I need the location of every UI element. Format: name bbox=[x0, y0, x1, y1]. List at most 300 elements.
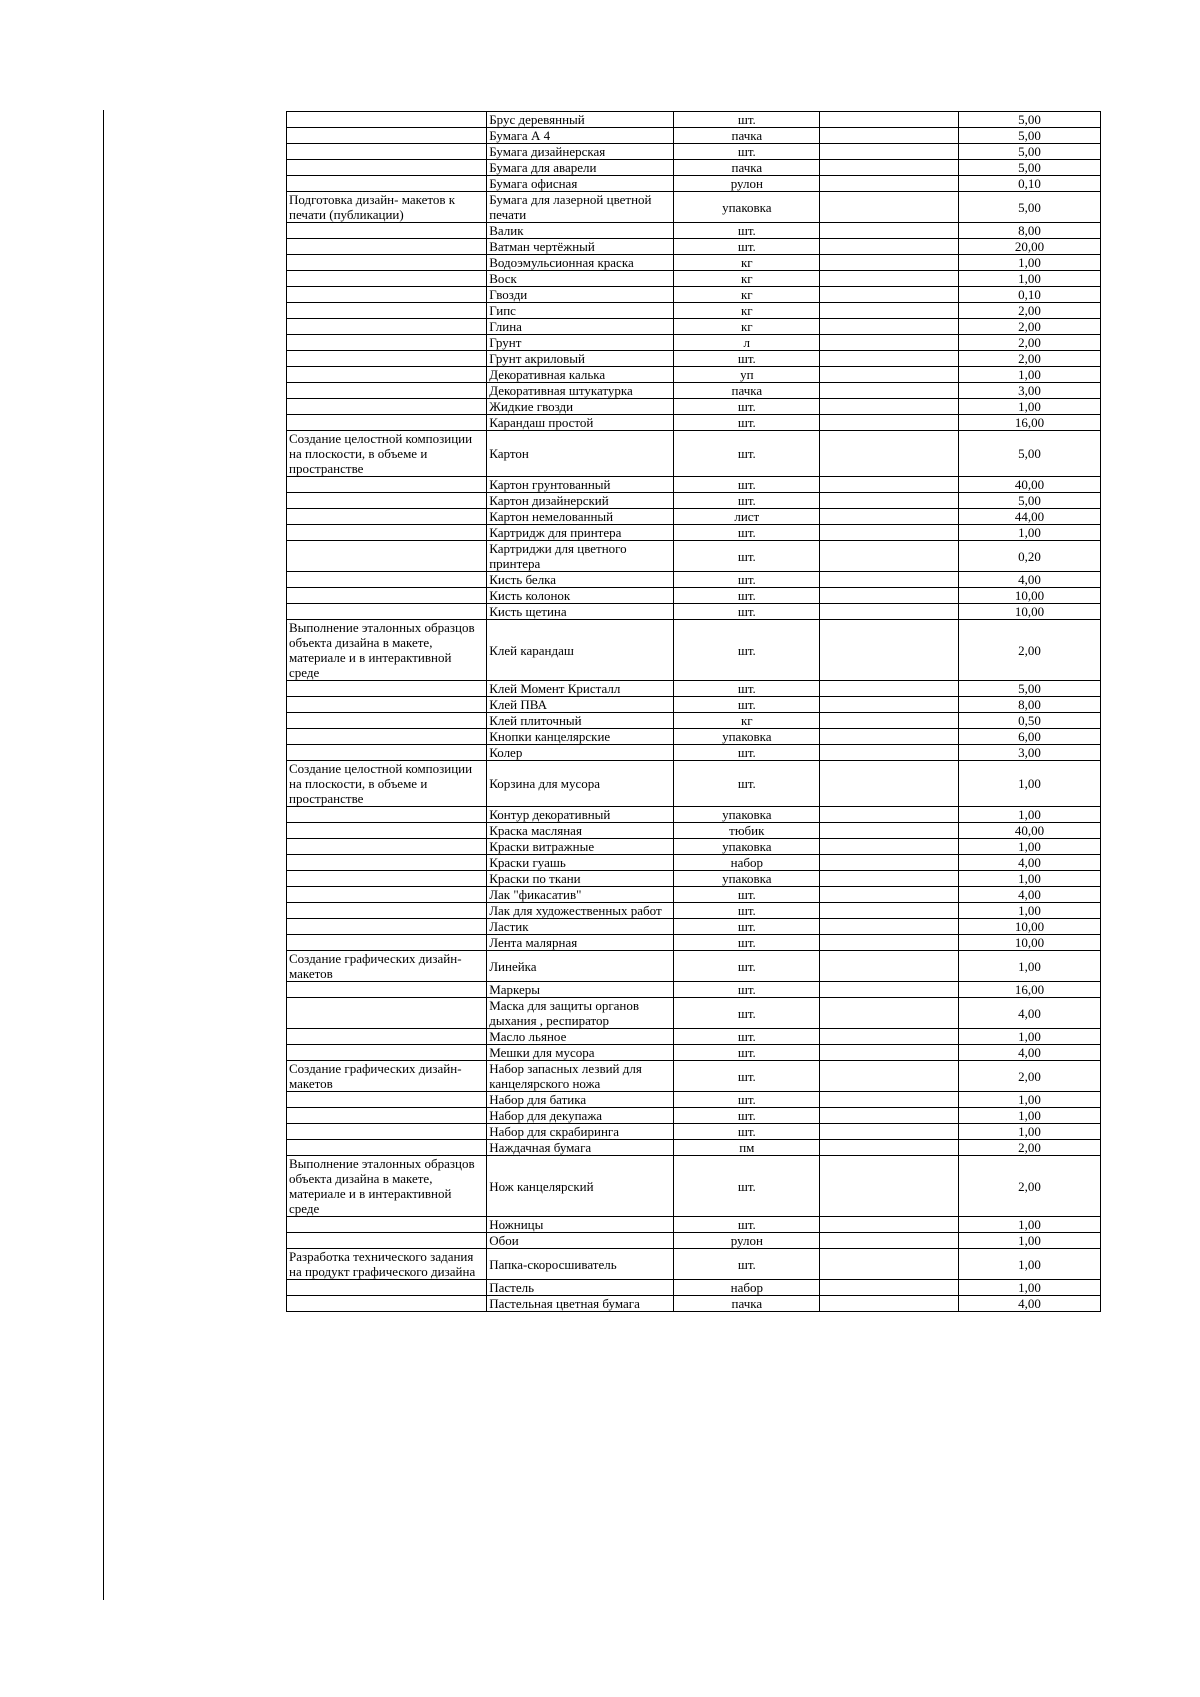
activity-cell bbox=[287, 415, 487, 431]
activity-cell bbox=[287, 745, 487, 761]
material-name-cell: Пастель bbox=[487, 1280, 674, 1296]
table-row bbox=[287, 303, 1101, 319]
empty-cell bbox=[820, 160, 959, 176]
table-row bbox=[287, 572, 1101, 588]
empty-cell bbox=[820, 823, 959, 839]
empty-cell bbox=[820, 1045, 959, 1061]
left-margin-rule bbox=[103, 110, 104, 1600]
table-row bbox=[287, 729, 1101, 745]
material-name-cell: Масло льяное bbox=[487, 1029, 674, 1045]
unit-cell: шт. bbox=[674, 351, 820, 367]
material-name-cell: Бумага А 4 bbox=[487, 128, 674, 144]
unit-cell: шт. bbox=[674, 887, 820, 903]
unit-cell: шт. bbox=[674, 761, 820, 807]
table-row bbox=[287, 431, 1101, 477]
quantity-cell: 0,20 bbox=[959, 541, 1101, 572]
empty-cell bbox=[820, 729, 959, 745]
table-row bbox=[287, 1296, 1101, 1312]
material-name-cell: Набор для скрабиринга bbox=[487, 1124, 674, 1140]
table-row bbox=[287, 367, 1101, 383]
quantity-cell: 5,00 bbox=[959, 493, 1101, 509]
empty-cell bbox=[820, 271, 959, 287]
quantity-cell: 1,00 bbox=[959, 761, 1101, 807]
quantity-cell: 4,00 bbox=[959, 998, 1101, 1029]
quantity-cell: 44,00 bbox=[959, 509, 1101, 525]
quantity-cell: 8,00 bbox=[959, 697, 1101, 713]
quantity-cell: 5,00 bbox=[959, 431, 1101, 477]
material-name-cell: Кнопки канцелярские bbox=[487, 729, 674, 745]
materials-table-body bbox=[287, 112, 1101, 1312]
quantity-cell: 5,00 bbox=[959, 681, 1101, 697]
activity-cell bbox=[287, 1029, 487, 1045]
empty-cell bbox=[820, 1296, 959, 1312]
unit-cell: кг bbox=[674, 713, 820, 729]
activity-cell: Создание целостной композиции на плоскости, в объеме и пространстве bbox=[287, 761, 487, 807]
quantity-cell: 1,00 bbox=[959, 1029, 1101, 1045]
unit-cell: кг bbox=[674, 255, 820, 271]
table-row bbox=[287, 1156, 1101, 1217]
empty-cell bbox=[820, 541, 959, 572]
material-name-cell: Картон bbox=[487, 431, 674, 477]
activity-cell bbox=[287, 176, 487, 192]
quantity-cell: 0,10 bbox=[959, 176, 1101, 192]
table-row bbox=[287, 887, 1101, 903]
table-row bbox=[287, 1140, 1101, 1156]
table-row bbox=[287, 112, 1101, 128]
material-name-cell: Маска для защиты органов дыхания , респиратор bbox=[487, 998, 674, 1029]
activity-cell bbox=[287, 604, 487, 620]
activity-cell bbox=[287, 588, 487, 604]
unit-cell: шт. bbox=[674, 935, 820, 951]
empty-cell bbox=[820, 1092, 959, 1108]
empty-cell bbox=[820, 415, 959, 431]
material-name-cell: Лак для художественных работ bbox=[487, 903, 674, 919]
material-name-cell: Брус деревянный bbox=[487, 112, 674, 128]
quantity-cell: 1,00 bbox=[959, 1108, 1101, 1124]
activity-cell bbox=[287, 1092, 487, 1108]
activity-cell bbox=[287, 1217, 487, 1233]
material-name-cell: Лента малярная bbox=[487, 935, 674, 951]
table-row bbox=[287, 1061, 1101, 1092]
activity-cell bbox=[287, 351, 487, 367]
unit-cell: шт. bbox=[674, 1124, 820, 1140]
table-row bbox=[287, 823, 1101, 839]
activity-cell bbox=[287, 998, 487, 1029]
activity-cell bbox=[287, 271, 487, 287]
quantity-cell: 4,00 bbox=[959, 855, 1101, 871]
quantity-cell: 2,00 bbox=[959, 335, 1101, 351]
unit-cell: шт. bbox=[674, 431, 820, 477]
table-row bbox=[287, 144, 1101, 160]
table-row bbox=[287, 239, 1101, 255]
table-row bbox=[287, 223, 1101, 239]
quantity-cell: 5,00 bbox=[959, 192, 1101, 223]
activity-cell bbox=[287, 903, 487, 919]
unit-cell: кг bbox=[674, 271, 820, 287]
material-name-cell: Картон грунтованный bbox=[487, 477, 674, 493]
table-row bbox=[287, 713, 1101, 729]
quantity-cell: 2,00 bbox=[959, 351, 1101, 367]
activity-cell bbox=[287, 697, 487, 713]
empty-cell bbox=[820, 493, 959, 509]
unit-cell: уп bbox=[674, 367, 820, 383]
unit-cell: шт. bbox=[674, 681, 820, 697]
activity-cell: Создание графических дизайн-макетов bbox=[287, 1061, 487, 1092]
activity-cell: Создание целостной композиции на плоскости, в объеме и пространстве bbox=[287, 431, 487, 477]
quantity-cell: 1,00 bbox=[959, 367, 1101, 383]
empty-cell bbox=[820, 935, 959, 951]
material-name-cell: Карандаш простой bbox=[487, 415, 674, 431]
empty-cell bbox=[820, 144, 959, 160]
empty-cell bbox=[820, 367, 959, 383]
unit-cell: шт. bbox=[674, 477, 820, 493]
unit-cell: шт. bbox=[674, 951, 820, 982]
table-row bbox=[287, 128, 1101, 144]
unit-cell: шт. bbox=[674, 1217, 820, 1233]
material-name-cell: Контур декоративный bbox=[487, 807, 674, 823]
activity-cell: Разработка технического задания на продукт графического дизайна bbox=[287, 1249, 487, 1280]
table-row bbox=[287, 525, 1101, 541]
material-name-cell: Бумага офисная bbox=[487, 176, 674, 192]
material-name-cell: Картон немелованный bbox=[487, 509, 674, 525]
activity-cell bbox=[287, 223, 487, 239]
unit-cell: шт. bbox=[674, 588, 820, 604]
empty-cell bbox=[820, 383, 959, 399]
activity-cell bbox=[287, 335, 487, 351]
empty-cell bbox=[820, 128, 959, 144]
unit-cell: пачка bbox=[674, 160, 820, 176]
activity-cell bbox=[287, 919, 487, 935]
table-row bbox=[287, 160, 1101, 176]
unit-cell: шт. bbox=[674, 1249, 820, 1280]
activity-cell bbox=[287, 239, 487, 255]
table-row bbox=[287, 761, 1101, 807]
material-name-cell: Мешки для мусора bbox=[487, 1045, 674, 1061]
quantity-cell: 2,00 bbox=[959, 303, 1101, 319]
unit-cell: лист bbox=[674, 509, 820, 525]
material-name-cell: Набор запасных лезвий для канцелярского ножа bbox=[487, 1061, 674, 1092]
table-row bbox=[287, 383, 1101, 399]
quantity-cell: 1,00 bbox=[959, 951, 1101, 982]
material-name-cell: Кисть белка bbox=[487, 572, 674, 588]
activity-cell: Выполнение эталонных образцов объекта дизайна в макете, материале и в интерактивной среде bbox=[287, 1156, 487, 1217]
table-row bbox=[287, 855, 1101, 871]
empty-cell bbox=[820, 1140, 959, 1156]
quantity-cell: 1,00 bbox=[959, 807, 1101, 823]
unit-cell: шт. bbox=[674, 620, 820, 681]
table-row bbox=[287, 982, 1101, 998]
materials-table bbox=[286, 111, 1101, 1312]
material-name-cell: Набор для декупажа bbox=[487, 1108, 674, 1124]
material-name-cell: Клей ПВА bbox=[487, 697, 674, 713]
activity-cell bbox=[287, 572, 487, 588]
activity-cell bbox=[287, 1233, 487, 1249]
unit-cell: шт. bbox=[674, 541, 820, 572]
empty-cell bbox=[820, 713, 959, 729]
material-name-cell: Клей Момент Кристалл bbox=[487, 681, 674, 697]
quantity-cell: 1,00 bbox=[959, 1092, 1101, 1108]
unit-cell: набор bbox=[674, 1280, 820, 1296]
empty-cell bbox=[820, 1249, 959, 1280]
quantity-cell: 5,00 bbox=[959, 128, 1101, 144]
activity-cell bbox=[287, 887, 487, 903]
empty-cell bbox=[820, 303, 959, 319]
table-row bbox=[287, 1217, 1101, 1233]
activity-cell bbox=[287, 303, 487, 319]
activity-cell: Выполнение эталонных образцов объекта дизайна в макете, материале и в интерактивной среде bbox=[287, 620, 487, 681]
empty-cell bbox=[820, 477, 959, 493]
unit-cell: шт. bbox=[674, 1029, 820, 1045]
unit-cell: пачка bbox=[674, 383, 820, 399]
unit-cell: рулон bbox=[674, 176, 820, 192]
empty-cell bbox=[820, 176, 959, 192]
unit-cell: рулон bbox=[674, 1233, 820, 1249]
unit-cell: шт. bbox=[674, 493, 820, 509]
unit-cell: шт. bbox=[674, 1156, 820, 1217]
empty-cell bbox=[820, 697, 959, 713]
empty-cell bbox=[820, 1029, 959, 1045]
table-row bbox=[287, 176, 1101, 192]
activity-cell bbox=[287, 871, 487, 887]
material-name-cell: Гипс bbox=[487, 303, 674, 319]
quantity-cell: 10,00 bbox=[959, 919, 1101, 935]
empty-cell bbox=[820, 887, 959, 903]
empty-cell bbox=[820, 871, 959, 887]
unit-cell: шт. bbox=[674, 604, 820, 620]
material-name-cell: Клей карандаш bbox=[487, 620, 674, 681]
unit-cell: упаковка bbox=[674, 871, 820, 887]
table-row bbox=[287, 1249, 1101, 1280]
activity-cell: Подготовка дизайн- макетов к печати (публикации) bbox=[287, 192, 487, 223]
table-row bbox=[287, 287, 1101, 303]
material-name-cell: Пастельная цветная бумага bbox=[487, 1296, 674, 1312]
quantity-cell: 10,00 bbox=[959, 935, 1101, 951]
table-row bbox=[287, 998, 1101, 1029]
table-row bbox=[287, 604, 1101, 620]
table-row bbox=[287, 919, 1101, 935]
material-name-cell: Краска масляная bbox=[487, 823, 674, 839]
table-row bbox=[287, 1233, 1101, 1249]
empty-cell bbox=[820, 681, 959, 697]
quantity-cell: 2,00 bbox=[959, 620, 1101, 681]
material-name-cell: Грунт bbox=[487, 335, 674, 351]
material-name-cell: Маркеры bbox=[487, 982, 674, 998]
quantity-cell: 2,00 bbox=[959, 1140, 1101, 1156]
material-name-cell: Ножницы bbox=[487, 1217, 674, 1233]
unit-cell: пачка bbox=[674, 1296, 820, 1312]
activity-cell bbox=[287, 319, 487, 335]
table-row bbox=[287, 1124, 1101, 1140]
unit-cell: кг bbox=[674, 303, 820, 319]
table-row bbox=[287, 807, 1101, 823]
quantity-cell: 1,00 bbox=[959, 1233, 1101, 1249]
material-name-cell: Клей плиточный bbox=[487, 713, 674, 729]
empty-cell bbox=[820, 903, 959, 919]
empty-cell bbox=[820, 951, 959, 982]
activity-cell bbox=[287, 729, 487, 745]
quantity-cell: 1,00 bbox=[959, 399, 1101, 415]
unit-cell: шт. bbox=[674, 239, 820, 255]
empty-cell bbox=[820, 745, 959, 761]
empty-cell bbox=[820, 399, 959, 415]
material-name-cell: Набор для батика bbox=[487, 1092, 674, 1108]
table-row bbox=[287, 493, 1101, 509]
activity-cell bbox=[287, 1280, 487, 1296]
unit-cell: шт. bbox=[674, 223, 820, 239]
unit-cell: шт. bbox=[674, 903, 820, 919]
material-name-cell: Наждачная бумага bbox=[487, 1140, 674, 1156]
unit-cell: шт. bbox=[674, 572, 820, 588]
unit-cell: упаковка bbox=[674, 192, 820, 223]
empty-cell bbox=[820, 855, 959, 871]
material-name-cell: Грунт акриловый bbox=[487, 351, 674, 367]
unit-cell: шт. bbox=[674, 112, 820, 128]
table-row bbox=[287, 1029, 1101, 1045]
empty-cell bbox=[820, 192, 959, 223]
quantity-cell: 1,00 bbox=[959, 271, 1101, 287]
quantity-cell: 1,00 bbox=[959, 871, 1101, 887]
activity-cell bbox=[287, 255, 487, 271]
unit-cell: шт. bbox=[674, 745, 820, 761]
empty-cell bbox=[820, 620, 959, 681]
unit-cell: шт. bbox=[674, 998, 820, 1029]
material-name-cell: Колер bbox=[487, 745, 674, 761]
unit-cell: шт. bbox=[674, 1092, 820, 1108]
material-name-cell: Кисть колонок bbox=[487, 588, 674, 604]
quantity-cell: 1,00 bbox=[959, 903, 1101, 919]
activity-cell bbox=[287, 525, 487, 541]
quantity-cell: 3,00 bbox=[959, 745, 1101, 761]
table-row bbox=[287, 271, 1101, 287]
material-name-cell: Ватман чертёжный bbox=[487, 239, 674, 255]
activity-cell bbox=[287, 1296, 487, 1312]
table-row bbox=[287, 541, 1101, 572]
table-row bbox=[287, 1092, 1101, 1108]
empty-cell bbox=[820, 112, 959, 128]
unit-cell: набор bbox=[674, 855, 820, 871]
activity-cell bbox=[287, 160, 487, 176]
table-row bbox=[287, 255, 1101, 271]
material-name-cell: Картриджи для цветного принтера bbox=[487, 541, 674, 572]
activity-cell bbox=[287, 681, 487, 697]
unit-cell: кг bbox=[674, 319, 820, 335]
unit-cell: шт. bbox=[674, 399, 820, 415]
table-row bbox=[287, 620, 1101, 681]
empty-cell bbox=[820, 431, 959, 477]
unit-cell: пачка bbox=[674, 128, 820, 144]
material-name-cell: Краски по ткани bbox=[487, 871, 674, 887]
quantity-cell: 8,00 bbox=[959, 223, 1101, 239]
empty-cell bbox=[820, 998, 959, 1029]
quantity-cell: 1,00 bbox=[959, 255, 1101, 271]
quantity-cell: 0,50 bbox=[959, 713, 1101, 729]
material-name-cell: Водоэмульсионная краска bbox=[487, 255, 674, 271]
quantity-cell: 4,00 bbox=[959, 1296, 1101, 1312]
quantity-cell: 2,00 bbox=[959, 1061, 1101, 1092]
table-row bbox=[287, 319, 1101, 335]
table-row bbox=[287, 1108, 1101, 1124]
unit-cell: шт. bbox=[674, 1061, 820, 1092]
quantity-cell: 1,00 bbox=[959, 525, 1101, 541]
material-name-cell: Ластик bbox=[487, 919, 674, 935]
unit-cell: шт. bbox=[674, 697, 820, 713]
quantity-cell: 4,00 bbox=[959, 572, 1101, 588]
activity-cell bbox=[287, 367, 487, 383]
table-row bbox=[287, 871, 1101, 887]
activity-cell bbox=[287, 807, 487, 823]
material-name-cell: Бумага для аварели bbox=[487, 160, 674, 176]
activity-cell bbox=[287, 541, 487, 572]
quantity-cell: 20,00 bbox=[959, 239, 1101, 255]
empty-cell bbox=[820, 335, 959, 351]
quantity-cell: 4,00 bbox=[959, 887, 1101, 903]
empty-cell bbox=[820, 982, 959, 998]
material-name-cell: Бумага дизайнерская bbox=[487, 144, 674, 160]
activity-cell bbox=[287, 823, 487, 839]
material-name-cell: Картридж для принтера bbox=[487, 525, 674, 541]
table-row bbox=[287, 192, 1101, 223]
activity-cell bbox=[287, 713, 487, 729]
material-name-cell: Линейка bbox=[487, 951, 674, 982]
material-name-cell: Лак "фикасатив" bbox=[487, 887, 674, 903]
activity-cell bbox=[287, 982, 487, 998]
material-name-cell: Декоративная калька bbox=[487, 367, 674, 383]
unit-cell: шт. bbox=[674, 1045, 820, 1061]
empty-cell bbox=[820, 1217, 959, 1233]
empty-cell bbox=[820, 223, 959, 239]
empty-cell bbox=[820, 525, 959, 541]
quantity-cell: 1,00 bbox=[959, 1249, 1101, 1280]
quantity-cell: 5,00 bbox=[959, 112, 1101, 128]
table-row bbox=[287, 399, 1101, 415]
material-name-cell: Декоративная штукатурка bbox=[487, 383, 674, 399]
table-row bbox=[287, 335, 1101, 351]
empty-cell bbox=[820, 919, 959, 935]
quantity-cell: 1,00 bbox=[959, 1217, 1101, 1233]
quantity-cell: 4,00 bbox=[959, 1045, 1101, 1061]
quantity-cell: 1,00 bbox=[959, 1280, 1101, 1296]
quantity-cell: 5,00 bbox=[959, 160, 1101, 176]
unit-cell: шт. bbox=[674, 982, 820, 998]
table-row bbox=[287, 951, 1101, 982]
activity-cell bbox=[287, 112, 487, 128]
unit-cell: кг bbox=[674, 287, 820, 303]
empty-cell bbox=[820, 319, 959, 335]
quantity-cell: 3,00 bbox=[959, 383, 1101, 399]
quantity-cell: 16,00 bbox=[959, 982, 1101, 998]
unit-cell: упаковка bbox=[674, 839, 820, 855]
quantity-cell: 1,00 bbox=[959, 839, 1101, 855]
activity-cell bbox=[287, 855, 487, 871]
empty-cell bbox=[820, 1061, 959, 1092]
empty-cell bbox=[820, 509, 959, 525]
empty-cell bbox=[820, 1280, 959, 1296]
material-name-cell: Бумага для лазерной цветной печати bbox=[487, 192, 674, 223]
unit-cell: шт. bbox=[674, 525, 820, 541]
material-name-cell: Глина bbox=[487, 319, 674, 335]
table-row bbox=[287, 839, 1101, 855]
table-row bbox=[287, 588, 1101, 604]
material-name-cell: Корзина для мусора bbox=[487, 761, 674, 807]
unit-cell: упаковка bbox=[674, 729, 820, 745]
quantity-cell: 16,00 bbox=[959, 415, 1101, 431]
activity-cell bbox=[287, 144, 487, 160]
empty-cell bbox=[820, 588, 959, 604]
quantity-cell: 1,00 bbox=[959, 1124, 1101, 1140]
table-row bbox=[287, 477, 1101, 493]
material-name-cell: Краски гуашь bbox=[487, 855, 674, 871]
activity-cell bbox=[287, 477, 487, 493]
